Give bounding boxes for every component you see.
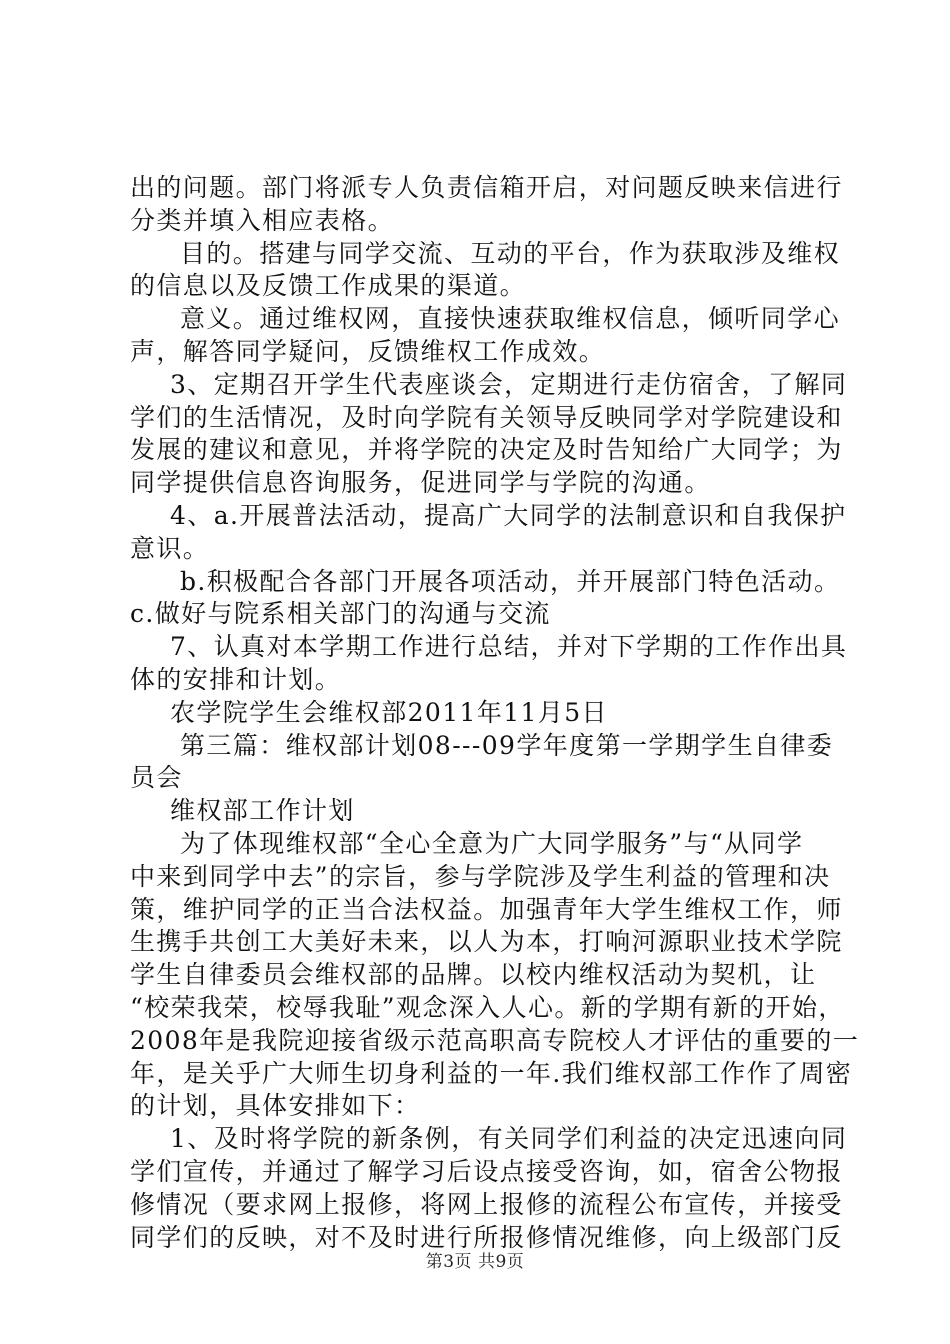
text-line: 出的问题。部门将派专人负责信箱开启，对问题反映来信进行	[130, 173, 843, 202]
text-line: 员会	[130, 763, 183, 793]
text-line: 体的安排和计划。	[130, 664, 342, 694]
text-line: 策，维护同学的正当合法权益。加强青年大学生维权工作，师	[130, 894, 843, 924]
text-line: 修情况（要求网上报修，将网上报修的流程公布宣传，并接受	[130, 1189, 843, 1219]
text-line: 学们的生活情况，及时向学院有关领导反映同学对学院建设和	[130, 402, 843, 432]
text-line: 中来到同学中去”的宗旨，参与学院涉及学生利益的管理和决	[130, 861, 831, 891]
text-line: 同学提供信息咨询服务，促进同学与学院的沟通。	[130, 468, 711, 498]
text-line: 的信息以及反馈工作成果的渠道。	[130, 271, 527, 301]
text-line: b.积极配合各部门开展各项活动，并开展部门特色活动。	[180, 566, 841, 596]
text-line: 意义。通过维权网，直接快速获取维权信息，倾听同学心	[180, 304, 841, 334]
text-line: 为了体现维权部“全心全意为广大同学服务”与“从同学	[180, 828, 804, 858]
text-line: 生携手共创工大美好未来，以人为本，打响河源职业技术学院	[130, 927, 843, 957]
text-line: 的计划，具体安排如下：	[130, 1091, 421, 1121]
text-line: 4、a.开展普法活动，提高广大同学的法制意识和自我保护	[170, 500, 847, 530]
text-line: 1、及时将学院的新条例，有关同学们利益的决定迅速向同	[170, 1124, 848, 1154]
text-line: 2008年是我院迎接省级示范高职高专院校人才评估的重要的一	[130, 1025, 860, 1055]
text-line: 同学们的反映，对不及时进行所报修情况维修，向上级部门反	[130, 1222, 843, 1252]
text-line: 意识。	[130, 533, 210, 563]
text-line: 维权部工作计划	[170, 796, 355, 826]
text-line: 第三篇：维权部计划08---09学年度第一学期学生自律委	[180, 730, 834, 760]
text-line: 7、认真对本学期工作进行总结，并对下学期的工作作出具	[170, 632, 848, 662]
text-line: 年，是关乎广大师生切身利益的一年.我们维权部工作作了周密	[130, 1058, 853, 1088]
text-line: 3、定期召开学生代表座谈会，定期进行走仿宿舍，了解同	[170, 369, 848, 399]
document-body	[130, 172, 860, 1254]
text-line: 发展的建议和意见，并将学院的决定及时告知给广大同学；为	[130, 435, 843, 465]
text-line: 学生自律委员会维权部的品牌。以校内维权活动为契机，让	[130, 960, 817, 990]
text-line: 农学院学生会维权部2011年11月5日	[170, 697, 608, 727]
text-line: 学们宣传，并通过了解学习后设点接受咨询，如，宿舍公物报	[130, 1156, 843, 1186]
text-line: 声，解答同学疑问，反馈维权工作成效。	[130, 336, 606, 366]
text-line: “校荣我荣，校辱我耻”观念深入人心。新的学期有新的开始，	[130, 992, 845, 1022]
text-line: 分类并填入相应表格。	[130, 205, 395, 235]
text-line: c.做好与院系相关部门的沟通与交流	[130, 599, 551, 629]
page-number-footer: 第3页 共9页	[425, 1252, 525, 1272]
text-line: 目的。搭建与同学交流、互动的平台，作为获取涉及维权	[180, 238, 841, 268]
